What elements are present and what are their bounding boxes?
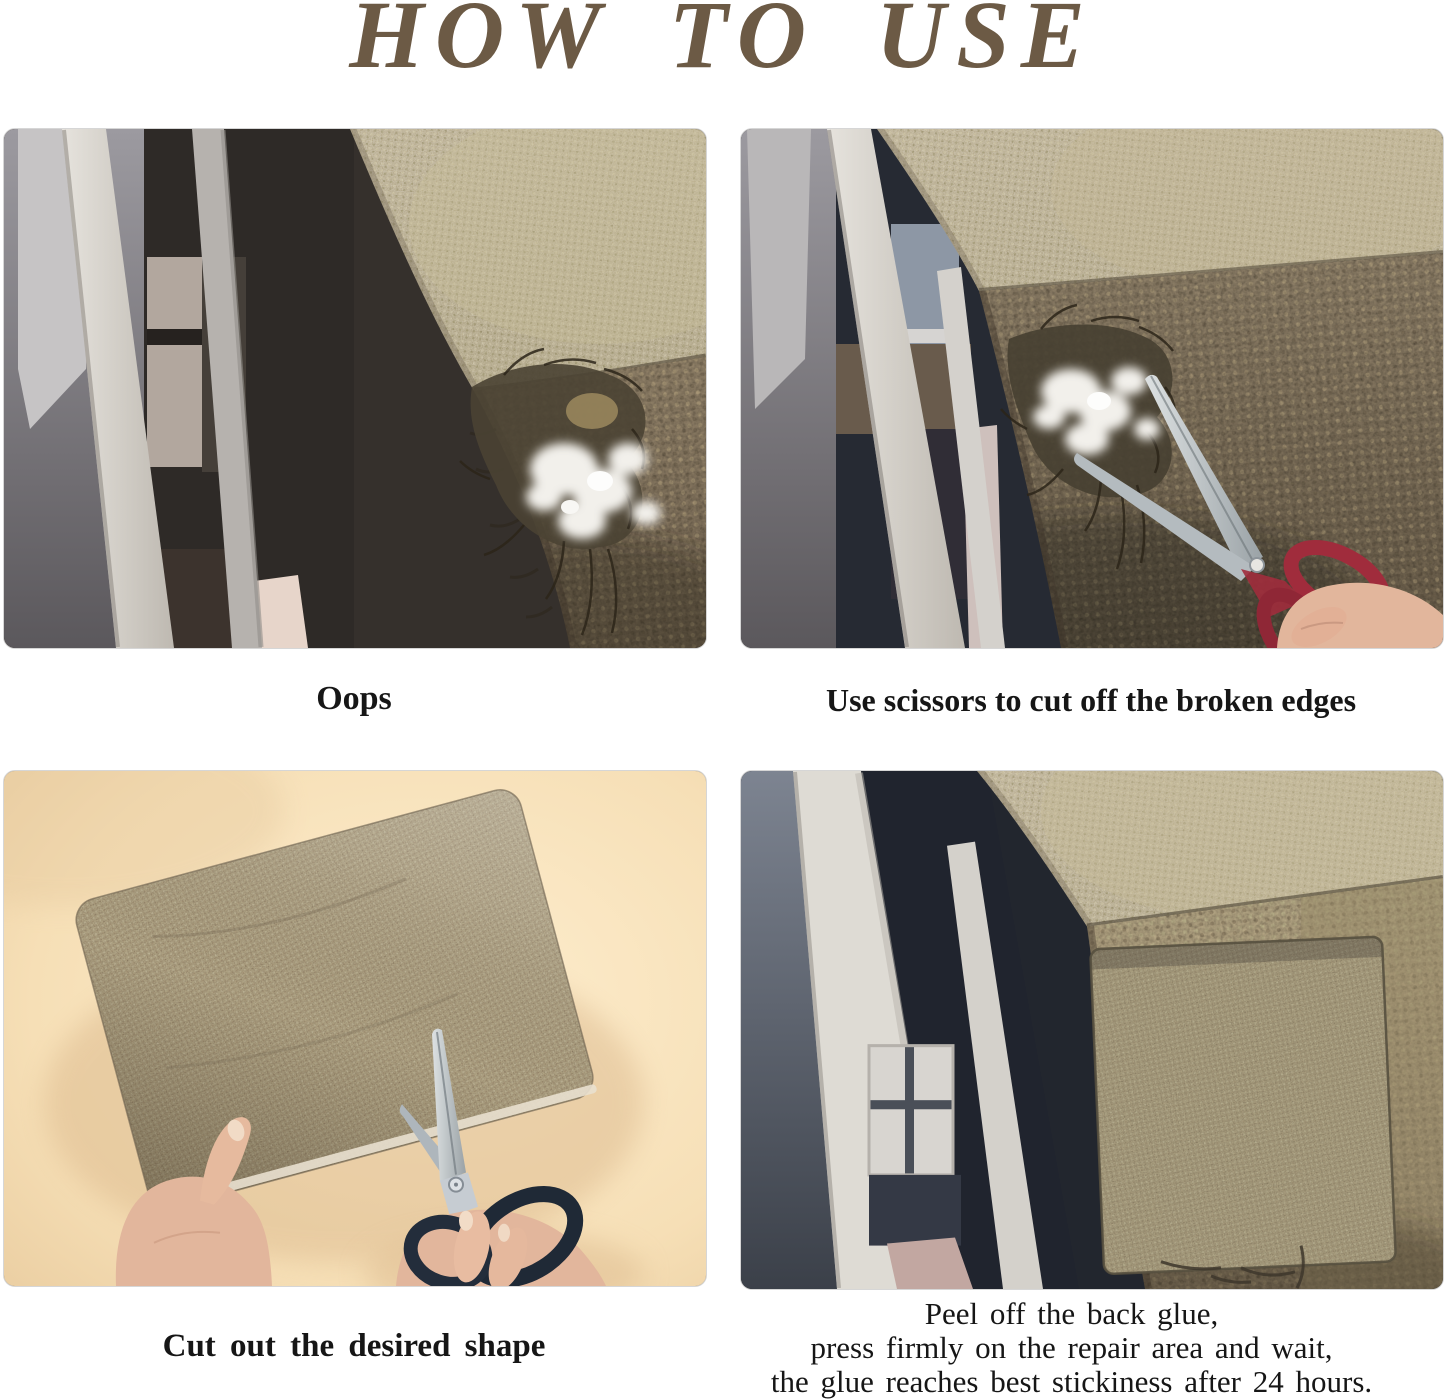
step-2-caption: Use scissors to cut off the broken edges <box>825 682 1357 718</box>
step-4-caption-line-1: Peel off the back glue, <box>924 1296 1219 1331</box>
pivot-screw <box>1250 558 1264 572</box>
applied-fabric-patch <box>1090 937 1396 1275</box>
step-3-photo <box>3 770 707 1287</box>
step-3-caption: Cut out the desired shape <box>162 1328 546 1364</box>
fingernail <box>498 1224 510 1242</box>
fingernail <box>459 1211 473 1231</box>
step-1-caption: Oops <box>316 680 392 717</box>
step-4-caption-line-3: the glue reaches best stickiness after 24 hours. <box>770 1364 1373 1399</box>
step-4-photo <box>740 770 1444 1290</box>
window-light <box>147 257 203 467</box>
step-4-caption <box>698 1297 1445 1399</box>
curtain <box>869 1175 961 1246</box>
step-4-caption-line-2: press firmly on the repair area and wait, <box>810 1330 1333 1365</box>
step-2-photo <box>740 128 1444 649</box>
page-title: HOW TO USE <box>349 0 1096 88</box>
step-1-photo <box>3 128 707 649</box>
window <box>869 1046 953 1175</box>
